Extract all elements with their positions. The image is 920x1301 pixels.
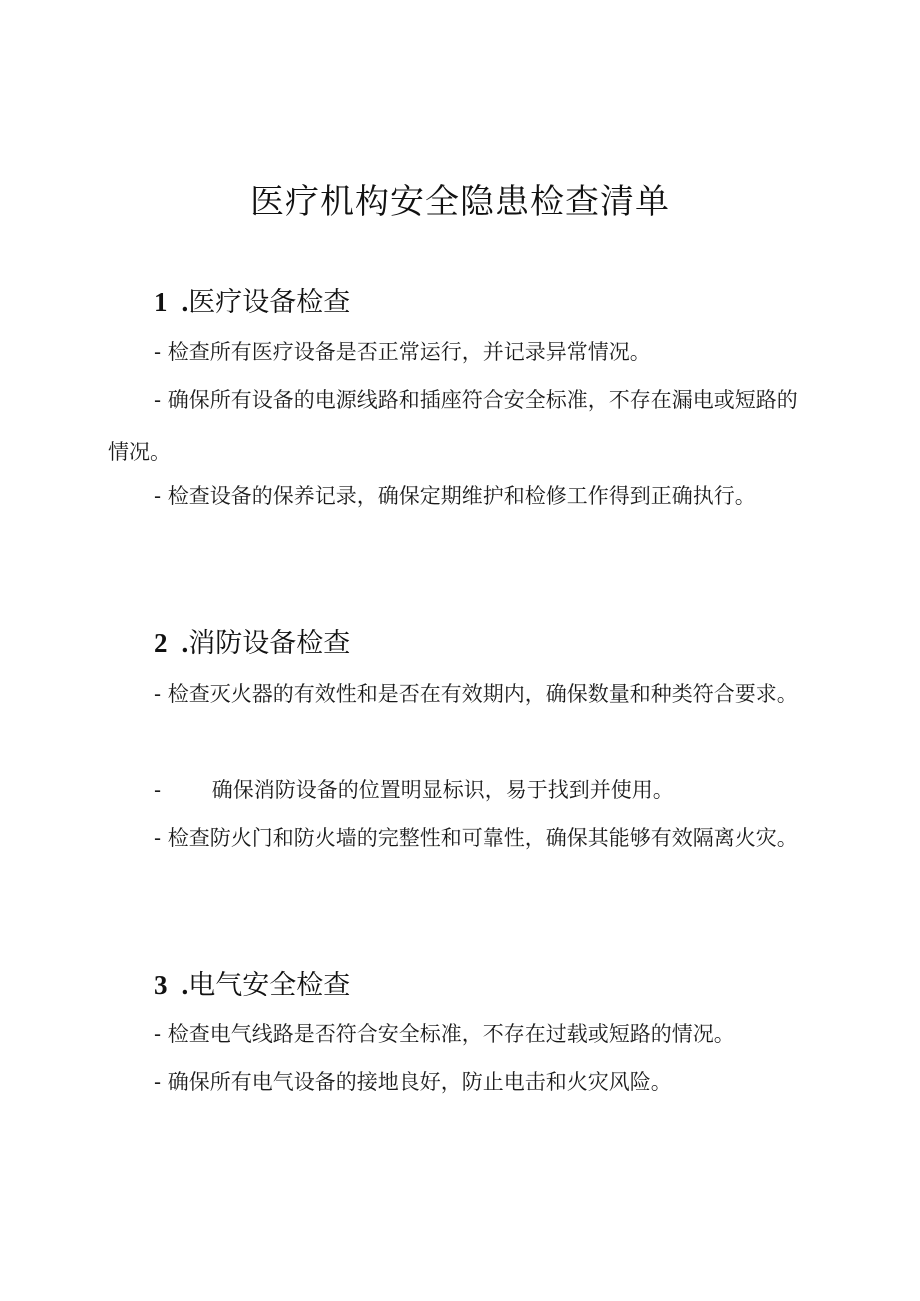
section-number: 3 xyxy=(154,970,168,1000)
checklist-item-text: 检查设备的保养记录，确保定期维护和检修工作得到正确执行。 xyxy=(167,484,756,508)
section-heading-3 xyxy=(154,967,350,1004)
section-number: 1 xyxy=(154,287,168,317)
bullet-dash: - xyxy=(154,484,162,508)
checklist-item-text: 确保消防设备的位置明显标识，易于找到并使用。 xyxy=(211,778,674,802)
section-number-dot: . xyxy=(181,628,189,658)
checklist-item-text: 确保所有电气设备的接地良好，防止电击和火灾风险。 xyxy=(167,1070,672,1094)
page-title: 医疗机构安全隐患检查清单 xyxy=(250,182,670,222)
checklist-item-text: 检查防火门和防火墙的完整性和可靠性，确保其能够有效隔离火灾。 xyxy=(167,826,798,850)
section-number-dot: . xyxy=(181,287,189,317)
bullet-dash: - xyxy=(154,682,162,706)
bullet-dash: - xyxy=(154,1070,162,1094)
checklist-item-text: 检查灭火器的有效性和是否在有效期内，确保数量和种类符合要求。 xyxy=(167,682,798,706)
section-title: 消防设备检查 xyxy=(188,628,351,659)
checklist-item-text: 检查电气线路是否符合安全标准，不存在过载或短路的情况。 xyxy=(167,1022,735,1046)
section-title: 电气安全检查 xyxy=(188,970,351,1001)
bullet-dash: - xyxy=(154,340,162,364)
checklist-item xyxy=(108,1056,808,1108)
checklist-item xyxy=(108,1008,808,1060)
section-heading-2 xyxy=(154,625,350,662)
checklist-item xyxy=(108,668,808,720)
checklist-item xyxy=(108,764,808,816)
section-heading-1 xyxy=(154,284,350,321)
section-number: 2 xyxy=(154,628,168,658)
checklist-item-text: 检查所有医疗设备是否正常运行，并记录异常情况。 xyxy=(167,340,651,364)
checklist-item xyxy=(108,326,808,378)
bullet-dash: - xyxy=(154,388,162,412)
section-number-dot: . xyxy=(181,970,189,1000)
bullet-dash: - xyxy=(154,826,162,850)
checklist-item xyxy=(108,470,808,522)
bullet-dash: - xyxy=(154,1022,162,1046)
checklist-item xyxy=(108,812,808,864)
checklist-item xyxy=(108,374,808,478)
checklist-item-text: 确保所有设备的电源线路和插座符合安全标准，不存在漏电或短路的情况。 xyxy=(108,388,798,464)
section-title: 医疗设备检查 xyxy=(188,287,351,318)
bullet-dash: - xyxy=(154,778,162,802)
